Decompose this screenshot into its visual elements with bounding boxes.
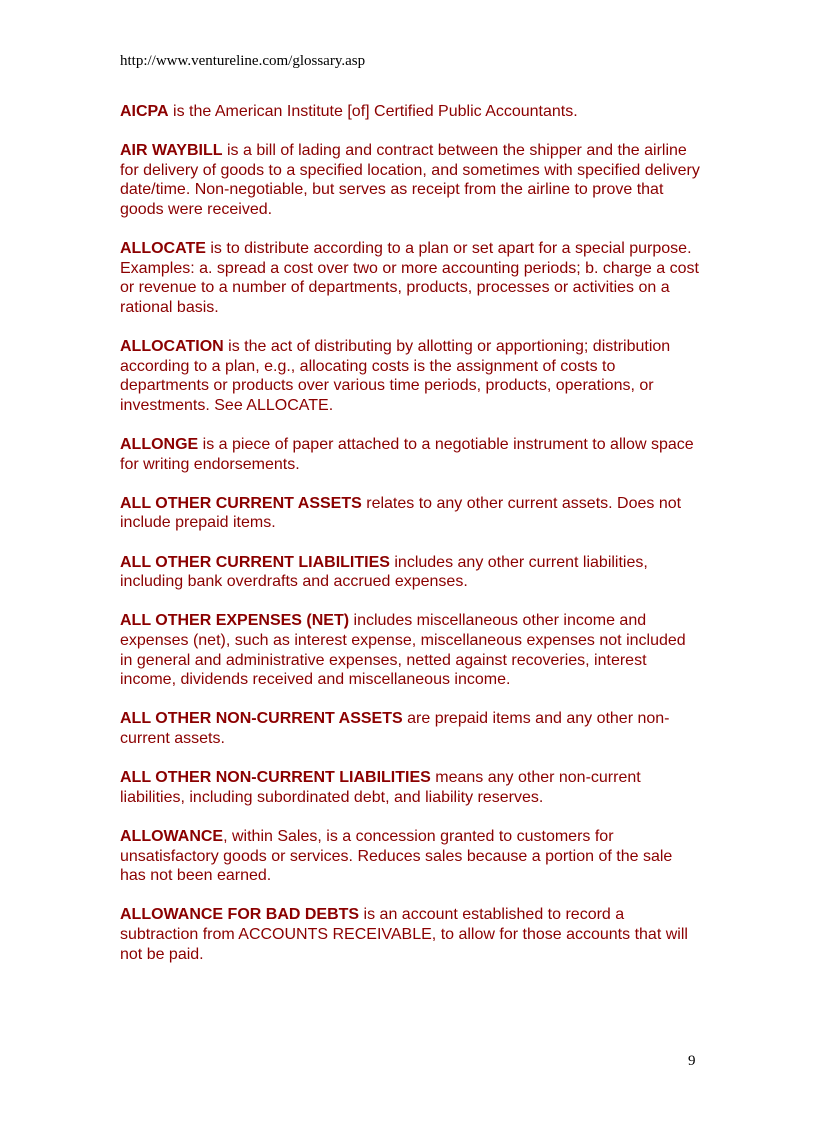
glossary-entry [120,611,700,689]
glossary-definition: is a bill of lading and contract between the shipper and the airline for delivery of goods to a specified location, and sometimes with specified delivery date/time. Non-negotiable, but serves as receipt from the airline to prove that goods were received. [120,142,700,218]
glossary-entry [120,768,700,807]
glossary-definition: means any other non-current liabilities, including subordinated debt, and liability reserves. [120,769,641,806]
glossary-term: ALLOCATE [120,240,206,258]
glossary-definition: is the American Institute [of] Certified Public Accountants. [168,103,578,120]
glossary-definition: is the act of distributing by allotting or apportioning; distribution according to a plan, e.g., allocating costs is the assignment of costs to departments or products over various time periods, products, operations, or investments. See ALLOCATE. [120,338,671,414]
glossary-definition: is an account established to record a subtraction from ACCOUNTS RECEIVABLE, to allow for those accounts that will not be paid. [120,906,688,963]
glossary-entry [120,239,700,317]
glossary-definition: includes any other current liabilities, including bank overdrafts and accrued expenses. [120,553,648,591]
glossary-term: AIR WAYBILL [120,142,223,160]
page-number: 9 [688,1053,696,1069]
glossary-term: AICPA [120,103,169,120]
glossary-entry [120,709,700,748]
glossary-term: ALL OTHER CURRENT LIABILITIES [120,553,390,571]
glossary-term: ALL OTHER EXPENSES (NET) [120,612,350,630]
glossary-term: ALL OTHER CURRENT ASSETS [120,494,362,512]
glossary-term: ALLONGE [120,436,199,454]
glossary-entry [120,141,700,219]
glossary-entries [120,102,700,984]
glossary-entry [120,435,700,474]
glossary-entry [120,337,700,415]
glossary-term: ALLOWANCE [120,827,224,845]
glossary-definition: relates to any other current assets. Does not include prepaid items. [120,494,682,532]
glossary-definition: , within Sales, is a concession granted to customers for unsatisfactory goods or services. Reduces sales because a portion of the sale has not been earned. [120,827,673,885]
glossary-definition: are prepaid items and any other non-current assets. [120,710,670,747]
glossary-entry [120,102,700,122]
glossary-definition: is to distribute according to a plan or set apart for a special purpose. Examples: a. spread a cost over two or more accounting periods; b. charge a cost or revenue to a number of departments, products, processes or activities on a rational basis. [120,240,699,316]
glossary-entry [120,827,700,886]
glossary-term: ALL OTHER NON-CURRENT LIABILITIES [120,769,431,787]
glossary-entry [120,553,700,592]
glossary-term: ALLOWANCE FOR BAD DEBTS [120,906,360,924]
glossary-entry [120,905,700,964]
glossary-entry [120,494,700,533]
glossary-term: ALLOCATION [120,338,224,356]
glossary-term: ALL OTHER NON-CURRENT ASSETS [120,710,403,728]
page-header-url: http://www.ventureline.com/glossary.asp [120,53,366,69]
glossary-definition: includes miscellaneous other income and expenses (net), such as interest expense, miscellaneous expenses not included in general and administrative expenses, netted against recoveries, interest income, dividends received and miscellaneous income. [120,612,686,689]
glossary-definition: is a piece of paper attached to a negotiable instrument to allow space for writing endorsements. [120,436,694,473]
